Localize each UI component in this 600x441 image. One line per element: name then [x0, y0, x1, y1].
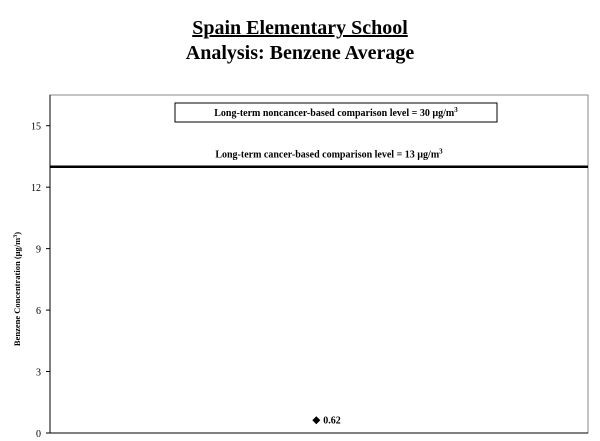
noncancer-level-label: Long-term noncancer-based comparison level = 30 $\mu g/m^3$ — [214, 106, 458, 119]
y-axis-title: Benzene Concentration $(\mu g/m^3)$ — [12, 231, 22, 347]
y-tick-label: 9 — [36, 244, 41, 256]
chart-title: Spain Elementary School — [192, 17, 408, 39]
reference-lines — [50, 148, 588, 167]
chart-subtitle: Analysis: Benzene Average — [185, 42, 415, 64]
chart-axes — [50, 95, 588, 433]
plot-area-border — [50, 95, 588, 433]
data-point-marker — [312, 416, 320, 424]
y-axis-ticks — [31, 122, 50, 440]
data-point-label: 0.62 — [323, 415, 341, 427]
annotations — [175, 103, 497, 122]
reference-line-label: Long-term cancer-based comparison level = 13 $\mu g/m^3$ — [215, 147, 443, 161]
data-points — [312, 415, 341, 426]
y-tick-label: 3 — [36, 367, 41, 379]
y-tick-label: 12 — [31, 183, 41, 195]
y-tick-label: 6 — [36, 306, 41, 318]
y-tick-label: 0 — [36, 429, 41, 440]
y-tick-label: 15 — [31, 121, 41, 133]
y-axis-label — [12, 232, 22, 346]
